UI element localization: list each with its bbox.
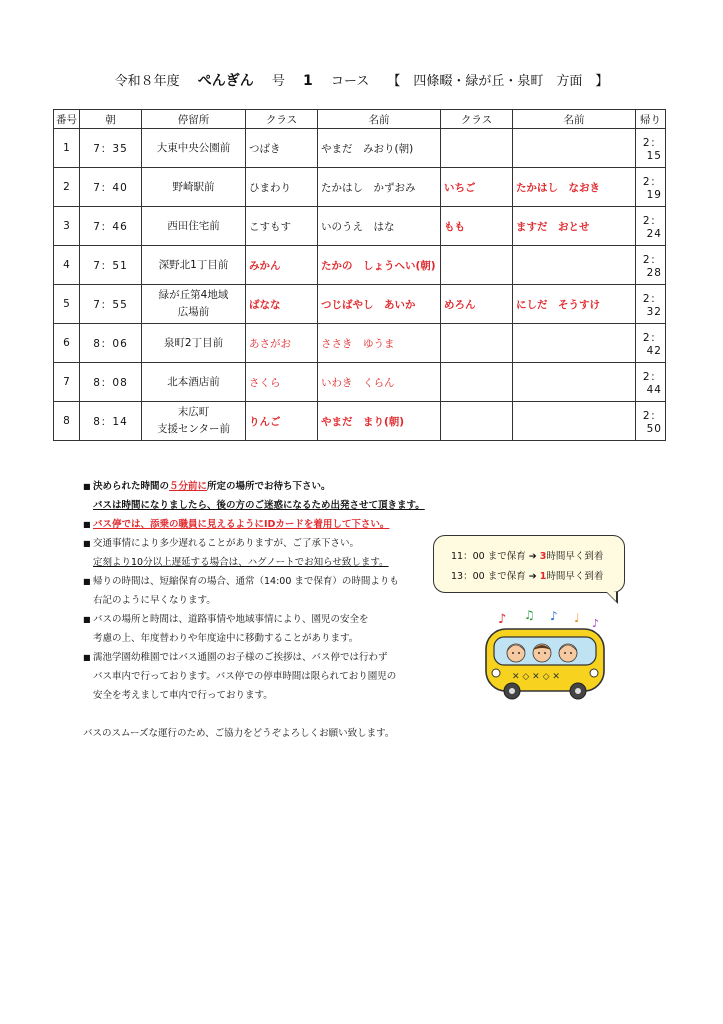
class-1: ばなな [246,285,318,324]
stop-name-line: 支援センター前 [156,423,231,435]
bus-stop [142,324,246,363]
morning-time: 8：06 [80,324,142,363]
class-2 [441,363,513,402]
school-bus-illustration [480,607,610,702]
note-2: ■ バス停では、添乗の職員に見えるようにIDカードを着用して下さい。 [83,519,390,530]
svg-text:♪: ♪ [592,617,600,630]
class-2: めろん [441,285,513,324]
note-3-line2: 定刻より10分以上遅延する場合は、ハグノートでお知らせ致します。 [93,557,389,568]
header-return: 帰り [636,110,666,129]
header-name-2: 名前 [513,110,636,129]
class-1: あさがお [246,324,318,363]
class-2 [441,246,513,285]
bus-stop [142,363,246,402]
note-1-line2: バスは時間になりましたら、後の方のご迷惑になるため出発させて頂きます。 [93,500,425,511]
header-morning: 朝 [80,110,142,129]
note-6: ■ 濡池学園幼稚園ではバス通園のお子様のご挨拶は、バス停では行わず [83,652,388,663]
page-title [0,70,723,90]
note-3: ■ 交通事情により多少遅れることがありますが、ご了承下さい。 [83,538,360,549]
bus-stop [142,402,246,441]
child-name-1: ささき ゆうま [318,324,441,363]
morning-time: 8：14 [80,402,142,441]
class-1: さくら [246,363,318,402]
bus-stop [142,168,246,207]
stop-name-line: 広場前 [177,306,210,318]
bus-stop [142,129,246,168]
note-4: ■ 帰りの時間は、短縮保育の場合、通常（14:00 まで保育）の時間よりも [83,576,399,587]
child-name-2 [513,402,636,441]
child-name-1: たかの しょうへい(朝) [318,246,441,285]
svg-text:♫: ♫ [524,608,535,622]
note-1-highlight: ５分前に [169,481,208,492]
table-row [54,402,666,441]
svg-text:♪: ♪ [550,609,558,623]
class-2 [441,129,513,168]
table-row [54,246,666,285]
table-row [54,324,666,363]
row-number: 6 [54,324,80,363]
closing-message: バスのスムーズな運行のため、ご協力をどうぞよろしくお願い致します。 [83,728,395,739]
bus-stop [142,246,246,285]
morning-time: 7：46 [80,207,142,246]
stop-name-line: 末広町 [177,406,210,418]
header-class-2: クラス [441,110,513,129]
music-note-icon [498,608,599,630]
morning-time: 7：40 [80,168,142,207]
class-2: いちご [441,168,513,207]
schedule-table [53,109,666,441]
bus-name: ぺんぎん [197,73,254,89]
header-class-1: クラス [246,110,318,129]
stop-name-line: 深野北1丁目前 [158,258,229,271]
child-name-1: いのうえ はな [318,207,441,246]
course-label: コース [330,74,370,89]
header-number: 番号 [54,110,80,129]
era-year: 令和８年度 [114,74,180,89]
arrow-right-icon: ➔ [528,571,537,582]
row-number: 2 [54,168,80,207]
early-arrival-callout [433,535,625,593]
table-row [54,207,666,246]
child-name-2 [513,363,636,402]
child-name-2 [513,324,636,363]
notes-section [83,477,453,743]
morning-time: 7：35 [80,129,142,168]
child-name-1: たかはし かずおみ [318,168,441,207]
return-time: 2：28 [636,246,666,285]
class-2 [441,402,513,441]
morning-time: 8：08 [80,363,142,402]
morning-time: 7：51 [80,246,142,285]
child-name-2 [513,246,636,285]
class-1: つばき [246,129,318,168]
note-6-line2: バス車内で行っております。バス停での停車時間は限られており園児の [93,671,397,682]
course-number: 1 [303,73,313,89]
child-name-1: いわき くらん [318,363,441,402]
row-number: 8 [54,402,80,441]
header-stop: 停留所 [142,110,246,129]
class-1: こすもす [246,207,318,246]
note-5-line2: 考慮の上、年度替わりや年度途中に移動することがあります。 [93,633,359,644]
stop-name-line: 緑が丘第4地域 [158,289,229,301]
row-number: 7 [54,363,80,402]
class-2 [441,324,513,363]
direction-label: 【 四條畷・緑が丘・泉町 方面 】 [387,74,609,89]
stop-name-line: 北本酒店前 [167,375,220,388]
go-label: 号 [271,74,285,89]
table-row [54,363,666,402]
return-time: 2：19 [636,168,666,207]
return-time: 2：24 [636,207,666,246]
stop-name-line: 西田住宅前 [167,219,220,232]
return-time: 2：42 [636,324,666,363]
return-time: 2：32 [636,285,666,324]
class-2: もも [441,207,513,246]
row-number: 4 [54,246,80,285]
class-1: りんご [246,402,318,441]
class-1: ひまわり [246,168,318,207]
stop-name-line: 大東中央公園前 [156,141,231,154]
note-5: ■ バスの場所と時間は、道路事情や地域事情により、園児の安全を [83,614,369,625]
bus-stop [142,207,246,246]
table-header-row [54,110,666,129]
svg-text:♩: ♩ [574,611,580,625]
row-number: 5 [54,285,80,324]
svg-text:✕ ◇ ✕ ◇ ✕: ✕ ◇ ✕ ◇ ✕ [512,672,560,682]
row-number: 3 [54,207,80,246]
note-4-line2: 右記のように早くなります。 [93,595,216,606]
table-row [54,168,666,207]
return-time: 2：15 [636,129,666,168]
child-name-1: やまだ まり(朝) [318,402,441,441]
note-1: ■ 決められた時間の５分前に所定の場所でお待ち下さい。 [83,481,331,492]
callout-line-1: 11：00 まで保育 ➔ 3時間早く到着 [451,551,604,562]
stop-name-line: 泉町2丁目前 [163,336,224,349]
return-time: 2：44 [636,363,666,402]
note-6-line3: 安全を考えまして車内で行っております。 [93,690,273,701]
table-row [54,129,666,168]
class-1: みかん [246,246,318,285]
bus-stop [142,285,246,324]
child-name-2: にしだ そうすけ [513,285,636,324]
morning-time: 7：55 [80,285,142,324]
child-name-2: ますだ おとせ [513,207,636,246]
callout-line-2: 13：00 まで保育 ➔ 1時間早く到着 [451,571,604,582]
table-row [54,285,666,324]
row-number: 1 [54,129,80,168]
child-name-2: たかはし なおき [513,168,636,207]
child-name-2 [513,129,636,168]
header-name-1: 名前 [318,110,441,129]
return-time: 2：50 [636,402,666,441]
arrow-right-icon: ➔ [528,551,537,562]
svg-text:♪: ♪ [498,612,507,627]
child-name-1: つじばやし あいか [318,285,441,324]
stop-name-line: 野崎駅前 [172,180,215,193]
child-name-1: やまだ みおり(朝) [318,129,441,168]
